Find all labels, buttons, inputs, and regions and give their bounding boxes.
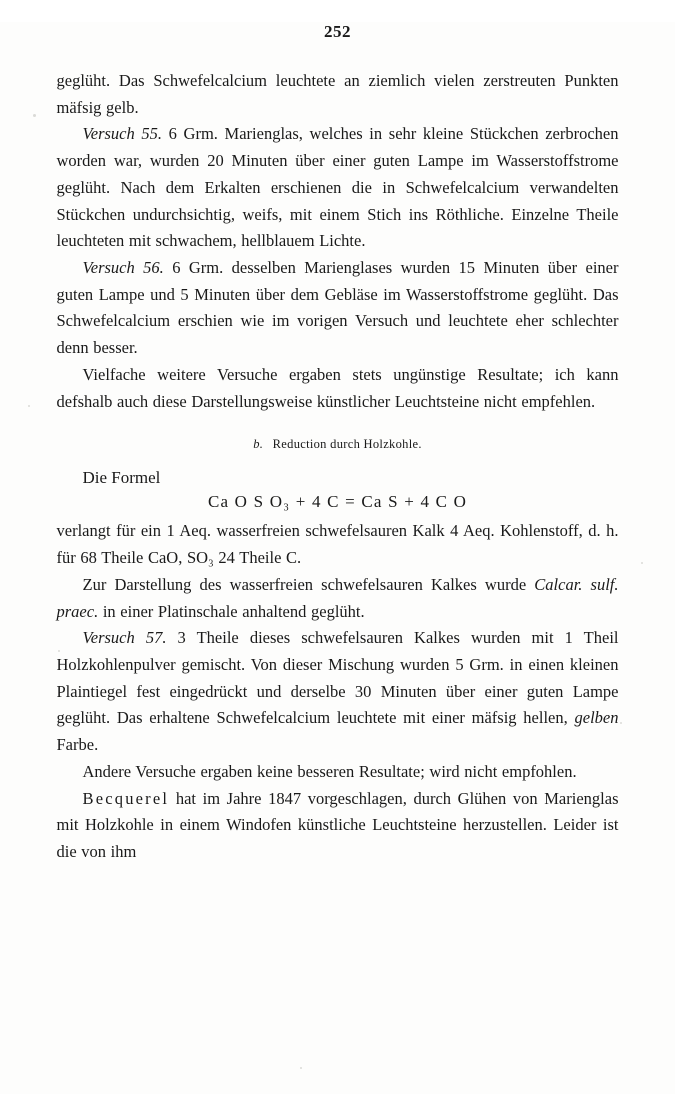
paragraph-7 [57, 625, 619, 759]
paragraph-6 [57, 572, 619, 625]
scan-speck [620, 722, 622, 724]
paragraph-2 [57, 121, 619, 255]
experiment-label-57: Versuch 57. [82, 628, 167, 648]
paragraph-6-rest: in einer Platinschale anhaltend geglüht. [98, 601, 365, 621]
paragraph-6-text: Zur Darstellung des wasserfreien schwefelsauren Kalkes wurde [82, 574, 535, 594]
scan-speck [641, 562, 643, 564]
scan-speck [28, 405, 30, 407]
paragraph-1: geglüht. Das Schwefelcalcium leuchtete an ziemlich vielen zerstreuten Punkten mäfsig gelb. [56, 71, 619, 117]
paragraph-3-text: 6 Grm. desselben Marienglases wurden 15 Minuten über einer guten Lampe und 5 Minuten über dem Gebläse im Wasserstoffstrome geglüht. Das Schwefelcalcium erschien wie im vorigen Versuch und leuchtete eher schlechter denn besser. [56, 258, 619, 358]
formula-intro: Die Formel [82, 468, 161, 488]
subheading-marker: b. [253, 437, 264, 452]
paragraph-5: verlangt für ein 1 Aeq. wasserfreien schwefelsauren Kalk 4 Aeq. Kohlenstoff, d. h. für 68 Theile CaO, SO₃ 24 Theile C. [56, 521, 619, 568]
scan-speck [33, 114, 36, 117]
paragraph-2-text: 6 Grm. Marienglas, welches in sehr kleine Stückchen zerbrochen worden war, wurden 20 Minuten über einer guten Lampe im Wasserstoffstrome geglüht. Nach dem Erkalten erschienen die in Schwefelcalcium verwandelten Stückchen undurchsichtig, weifs, mit einem Stich ins Röthliche. Einzelne Theile leuchteten mit schwachem, hellblauem Lichte. [56, 124, 619, 251]
experiment-label-56: Versuch 56. [82, 258, 164, 278]
chemical-equation: Ca O S O₃ + 4 C = Ca S + 4 C O [207, 492, 468, 512]
latin-term: Calcar. sulf. praec. [56, 574, 619, 621]
page-number: 252 [324, 22, 351, 41]
paragraph-7-text: 3 Theile dieses schwefelsauren Kalkes wurden mit 1 Theil Holzkohlenpulver gemischt. Von dieser Mischung wurden 5 Grm. in einen kleinen Plaintiegel fest eingedrückt und derselbe 30 Minuten über einer guten Lampe geglüht. Das erhaltene Schwefelcalcium leuchtete mit einer mäfsig hellen, [56, 628, 619, 728]
paragraph-4: Vielfache weitere Versuche ergaben stets ungünstige Resultate; ich kann defshalb auch diese Darstellungsweise künstlicher Leuchtsteine nicht empfehlen. [56, 364, 619, 411]
document-page [0, 22, 675, 1094]
paragraph-7-rest: Farbe. [56, 735, 99, 755]
experiment-label-55: Versuch 55. [82, 124, 163, 144]
scan-speck [300, 1067, 302, 1069]
cited-author-name: Becquerel [82, 788, 170, 808]
paragraph-8: Andere Versuche ergaben keine besseren Resultate; wird nicht empfohlen. [82, 761, 577, 781]
paragraph-3 [57, 255, 619, 362]
section-subheading [57, 437, 619, 452]
subheading-text: Reduction durch Holzkohle. [272, 437, 422, 452]
text-column [57, 68, 619, 866]
color-term: gelben [574, 708, 619, 728]
paragraph-9 [57, 786, 619, 866]
paragraph-9-text: hat im Jahre 1847 vorgeschlagen, durch Glühen von Marienglas mit Holzkohle in einem Windofen künstliche Leuchtsteine herzustellen. Leider ist die von ihm [56, 788, 619, 861]
